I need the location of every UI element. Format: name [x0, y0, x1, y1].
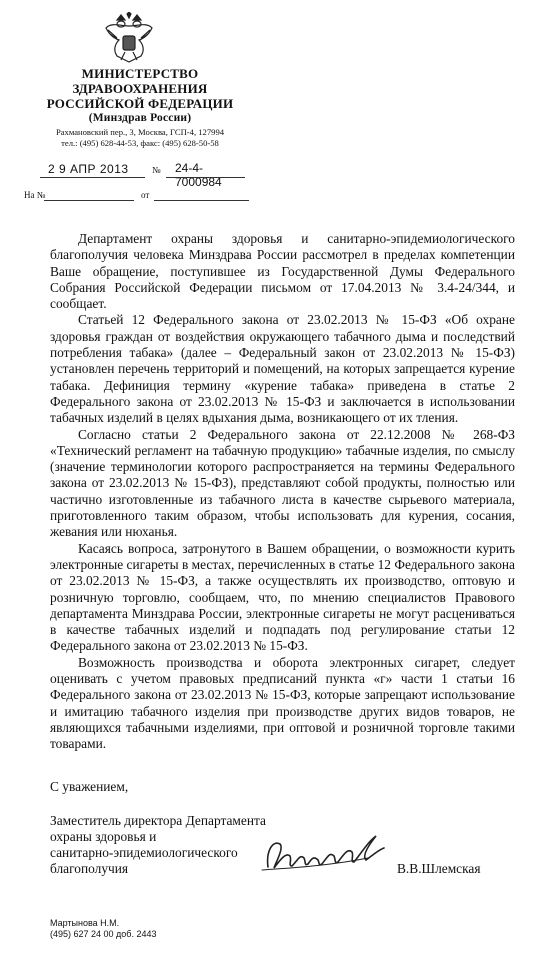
org-line-2: ЗДРАВООХРАНЕНИЯ	[72, 81, 208, 96]
org-line-3: РОССИЙСКОЙ ФЕДЕРАЦИИ	[46, 96, 234, 111]
address-line-1: Рахмановский пер., 3, Москва, ГСП-4, 127994	[55, 127, 225, 137]
organization-name	[40, 66, 240, 126]
org-short-name: (Минздрав России)	[88, 112, 192, 124]
executor-phone: (495) 627 24 00 доб. 2443	[50, 929, 157, 939]
paragraph-4: Касаясь вопроса, затронутого в Вашем обращении, о возможности курить электронные сигареты в местах, перечисленных в статье 12 Федерального закона от 23.02.2013 № 15-ФЗ, а также осуществлять их производство, оптовую и розничную торговлю, сообщаем, что, по мнению специалистов Правового департамента Минздрава России, электронные сигареты не могут расцениваться в качестве табачных изделий и подпадать под регулирование статьи 12 Федерального закона от 23.02.2013 № 15-ФЗ.	[50, 540, 515, 654]
paragraph-5: Возможность производства и оборота электронных сигарет, следует оценивать с учетом правовых предписаний пункта «г» части 1 статьи 16 Федерального закона от 23.02.2013 № 15-ФЗ, которые запрещают использование и имитацию табачного изделия при производстве других видов товаров, не являющихся табачными изделиями, при оптовой и розничной торговле такими товарами.	[50, 654, 515, 752]
reference-date-label: от	[141, 190, 150, 200]
signer-line-3: санитарно-эпидемиологического	[50, 845, 238, 860]
closing-regards: С уважением,	[50, 779, 129, 794]
executor-info	[50, 918, 156, 940]
signer-line-1: Заместитель директора Департамента	[50, 813, 266, 828]
address-line-2: тел.: (495) 628-44-53, факс: (495) 628-50-58	[61, 138, 219, 148]
registration-date: 2 9 АПР 2013	[48, 162, 129, 176]
number-underline	[166, 177, 245, 178]
reference-line	[24, 190, 249, 206]
paragraph-3: Согласно статьи 2 Федерального закона от 22.12.2008 № 268-ФЗ «Технический регламент на табачную продукцию» табачные изделия, по смыслу (значение терминологии которого распространяется на термины Федерального закона от 23.02.2013 № 15-ФЗ), представляют собой продукты, полностью или частично изготовленные из табачного листа в качестве сырьевого материала, приготовленного таким образом, чтобы использовать для курения, сосания, жевания или нюханья.	[50, 426, 515, 540]
coat-of-arms-icon	[103, 12, 155, 66]
org-address	[40, 127, 240, 149]
number-sign: №	[152, 165, 161, 175]
executor-name: Мартынова Н.М.	[50, 918, 120, 928]
org-line-1: МИНИСТЕРСТВО	[81, 66, 199, 81]
reference-number-label: На №	[24, 190, 46, 200]
paragraph-2: Статьей 12 Федерального закона от 23.02.2013 № 15-ФЗ «Об охране здоровья граждан от воздействия окружающего табачного дыма и последствий потребления табака» (далее – Федеральный закон от 23.02.2013 № 15-ФЗ) установлен перечень территорий и помещений, на которых запрещается курение табака. Дефиниция термину «курение табака» приведена в статье 2 Федерального закона от 23.02.2013 № 15-ФЗ и заключается в использовании табачных изделий в целях вдыхания дыма, возникающего от их тления.	[50, 312, 515, 426]
paragraph-1: Департамент охраны здоровья и санитарно-эпидемиологического благополучия человека Минздрава России рассмотрел в пределах компетенции Ваше обращение, поступившее из Государственной Думы Федерального Собрания Российской Федерации письмом от 17.04.2013 № 3.4-24/344, и сообщает.	[50, 231, 515, 312]
date-underline	[40, 177, 145, 178]
registration-line	[40, 161, 245, 189]
signer-line-4: благополучия	[50, 861, 129, 876]
registration-number: 24-4-7000984	[175, 161, 222, 189]
letter-body	[50, 231, 515, 753]
signer-title	[50, 813, 280, 877]
reference-number-underline	[44, 200, 134, 201]
signer-line-2: охраны здоровья и	[50, 829, 157, 844]
handwritten-signature	[258, 822, 398, 882]
signer-name: В.В.Шлемская	[397, 861, 481, 876]
reference-date-underline	[154, 200, 249, 201]
